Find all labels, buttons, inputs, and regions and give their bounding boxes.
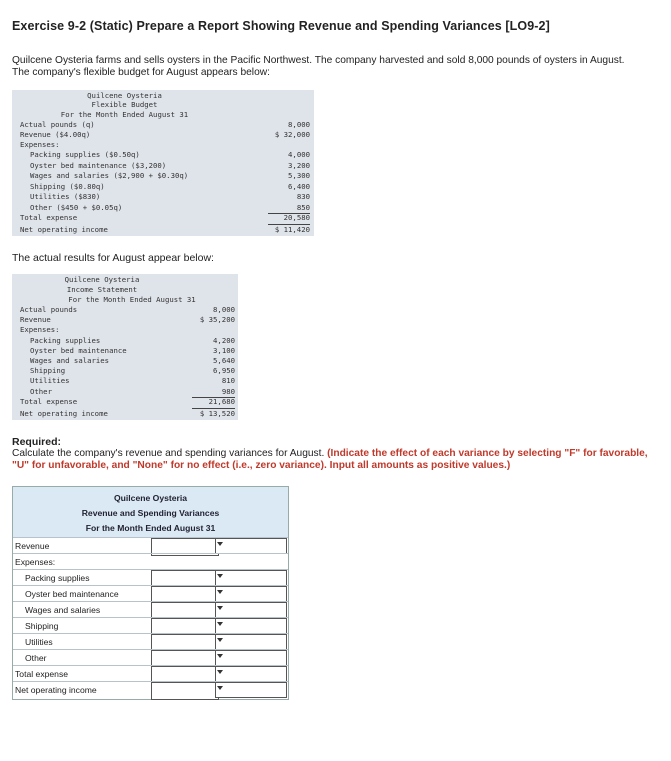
required-label: Required: bbox=[12, 436, 62, 448]
inc-row-label: Utilities bbox=[30, 376, 70, 385]
utilities-effect-select[interactable] bbox=[215, 634, 287, 650]
flex-row-label: Revenue ($4.00q) bbox=[20, 130, 91, 139]
total-expense-effect-select[interactable] bbox=[215, 666, 287, 682]
chevron-down-icon bbox=[217, 622, 223, 626]
flexible-budget-statement bbox=[12, 90, 314, 236]
variance-table-header bbox=[13, 487, 288, 537]
inc-row-value: 4,200 bbox=[213, 336, 235, 345]
revenue-effect-select[interactable] bbox=[215, 538, 287, 554]
var-company: Quilcene Oysteria bbox=[113, 493, 188, 503]
flex-period: For the Month Ended August 31 bbox=[60, 110, 189, 119]
flex-row-label: Expenses: bbox=[20, 140, 60, 149]
flex-row-label: Oyster bed maintenance ($3,200) bbox=[30, 161, 167, 170]
flex-row-value: 6,400 bbox=[288, 182, 310, 191]
flex-row-value: 4,000 bbox=[288, 150, 310, 159]
inc-row-label: Other bbox=[30, 387, 52, 396]
flex-row-value: 20,580 bbox=[283, 213, 310, 222]
inc-row-label: Expenses: bbox=[20, 325, 60, 334]
row-label: Other bbox=[25, 653, 47, 663]
income-statement bbox=[12, 274, 238, 420]
required-task: Calculate the company's revenue and spending variances for August. bbox=[12, 448, 325, 459]
inc-row-value: 3,100 bbox=[213, 346, 235, 355]
chevron-down-icon bbox=[217, 638, 223, 642]
inc-row-label: Shipping bbox=[30, 366, 66, 375]
row-label: Revenue bbox=[15, 541, 50, 551]
inc-row-label: Total expense bbox=[20, 397, 78, 406]
wages-salaries-effect-select[interactable] bbox=[215, 602, 287, 618]
inc-row-value: 980 bbox=[221, 387, 235, 396]
row-label: Wages and salaries bbox=[25, 605, 101, 615]
inc-name: Income Statement bbox=[66, 285, 138, 294]
table-row bbox=[13, 601, 288, 618]
row-label: Packing supplies bbox=[25, 573, 90, 583]
table-row bbox=[13, 585, 288, 602]
inc-company: Quilcene Oysteria bbox=[64, 275, 140, 284]
flex-row-label: Utilities ($830) bbox=[30, 192, 101, 201]
shipping-effect-select[interactable] bbox=[215, 618, 287, 634]
inc-row-value: 8,000 bbox=[213, 305, 235, 314]
flex-row-value: 830 bbox=[296, 192, 310, 201]
chevron-down-icon bbox=[217, 590, 223, 594]
inc-row-label: Net operating income bbox=[20, 409, 108, 418]
variance-table bbox=[12, 486, 289, 700]
intro-text: Quilcene Oysteria farms and sells oysters in the Pacific Northwest. The company harvested and sold 8,000 pounds of oysters in August. The company's flexible budget for August appears below: bbox=[12, 55, 625, 78]
chevron-down-icon bbox=[217, 686, 223, 690]
table-row bbox=[13, 617, 288, 634]
inc-row-label: Packing supplies bbox=[30, 336, 101, 345]
chevron-down-icon bbox=[217, 542, 223, 546]
flex-row-label: Net operating income bbox=[20, 225, 108, 234]
net-operating-income-effect-select[interactable] bbox=[215, 682, 287, 698]
inc-period: For the Month Ended August 31 bbox=[68, 295, 196, 304]
row-label: Net operating income bbox=[15, 685, 97, 695]
table-row bbox=[13, 681, 288, 698]
inc-row-label: Wages and salaries bbox=[30, 356, 110, 365]
row-label: Shipping bbox=[25, 621, 59, 631]
chevron-down-icon bbox=[217, 606, 223, 610]
flex-row-value: 8,000 bbox=[288, 120, 310, 129]
flex-row-label: Total expense bbox=[20, 213, 78, 222]
table-row bbox=[13, 569, 288, 586]
exercise-title: Exercise 9-2 (Static) Prepare a Report Showing Revenue and Spending Variances [LO9-2] bbox=[12, 19, 550, 33]
inc-row-label: Actual pounds bbox=[20, 305, 78, 314]
var-name: Revenue and Spending Variances bbox=[81, 508, 220, 518]
inc-row-value: $ 35,200 bbox=[199, 315, 235, 324]
flex-row-value: 5,300 bbox=[288, 171, 310, 180]
inc-row-value: 810 bbox=[221, 376, 235, 385]
packing-supplies-effect-select[interactable] bbox=[215, 570, 287, 586]
flex-company: Quilcene Oysteria bbox=[87, 91, 162, 100]
flex-row-value: $ 32,000 bbox=[274, 130, 310, 139]
table-row bbox=[13, 553, 288, 570]
required-text bbox=[12, 448, 652, 472]
flex-row-label: Wages and salaries ($2,900 + $0.30q) bbox=[30, 171, 189, 180]
row-label: Expenses: bbox=[15, 557, 56, 567]
actual-results-intro: The actual results for August appear below: bbox=[12, 252, 214, 264]
table-row bbox=[13, 633, 288, 650]
inc-row-value: $ 13,520 bbox=[199, 409, 235, 418]
flex-row-label: Actual pounds (q) bbox=[20, 120, 95, 129]
other-effect-select[interactable] bbox=[215, 650, 287, 666]
inc-row-value: 6,950 bbox=[213, 366, 235, 375]
chevron-down-icon bbox=[217, 670, 223, 674]
row-label: Oyster bed maintenance bbox=[25, 589, 119, 599]
flex-row-label: Packing supplies ($0.50q) bbox=[30, 150, 140, 159]
var-period: For the Month Ended August 31 bbox=[85, 523, 216, 533]
required-instruction: (Indicate the effect of each variance by selecting "F" for favorable, "U" for unfavorable, and "None" for no effect (i.e., zero variance). Input all amounts as positive values.) bbox=[12, 448, 648, 471]
table-row bbox=[13, 665, 288, 682]
chevron-down-icon bbox=[217, 574, 223, 578]
inc-row-value: 21,680 bbox=[208, 397, 235, 406]
inc-row-value: 5,640 bbox=[213, 356, 235, 365]
flex-row-value: $ 11,420 bbox=[274, 225, 310, 234]
oyster-bed-maintenance-effect-select[interactable] bbox=[215, 586, 287, 602]
chevron-down-icon bbox=[217, 654, 223, 658]
inc-row-label: Oyster bed maintenance bbox=[30, 346, 127, 355]
flex-row-label: Shipping ($0.80q) bbox=[30, 182, 105, 191]
row-label: Total expense bbox=[15, 669, 69, 679]
row-label: Utilities bbox=[25, 637, 53, 647]
flex-row-value: 3,200 bbox=[288, 161, 310, 170]
inc-row-label: Revenue bbox=[20, 315, 51, 324]
flex-row-value: 850 bbox=[296, 203, 310, 212]
flex-name: Flexible Budget bbox=[91, 100, 158, 109]
table-row bbox=[13, 537, 288, 554]
table-row bbox=[13, 649, 288, 666]
flex-row-label: Other ($450 + $0.05q) bbox=[30, 203, 123, 212]
net-operating-income-amount-input[interactable] bbox=[151, 682, 219, 700]
